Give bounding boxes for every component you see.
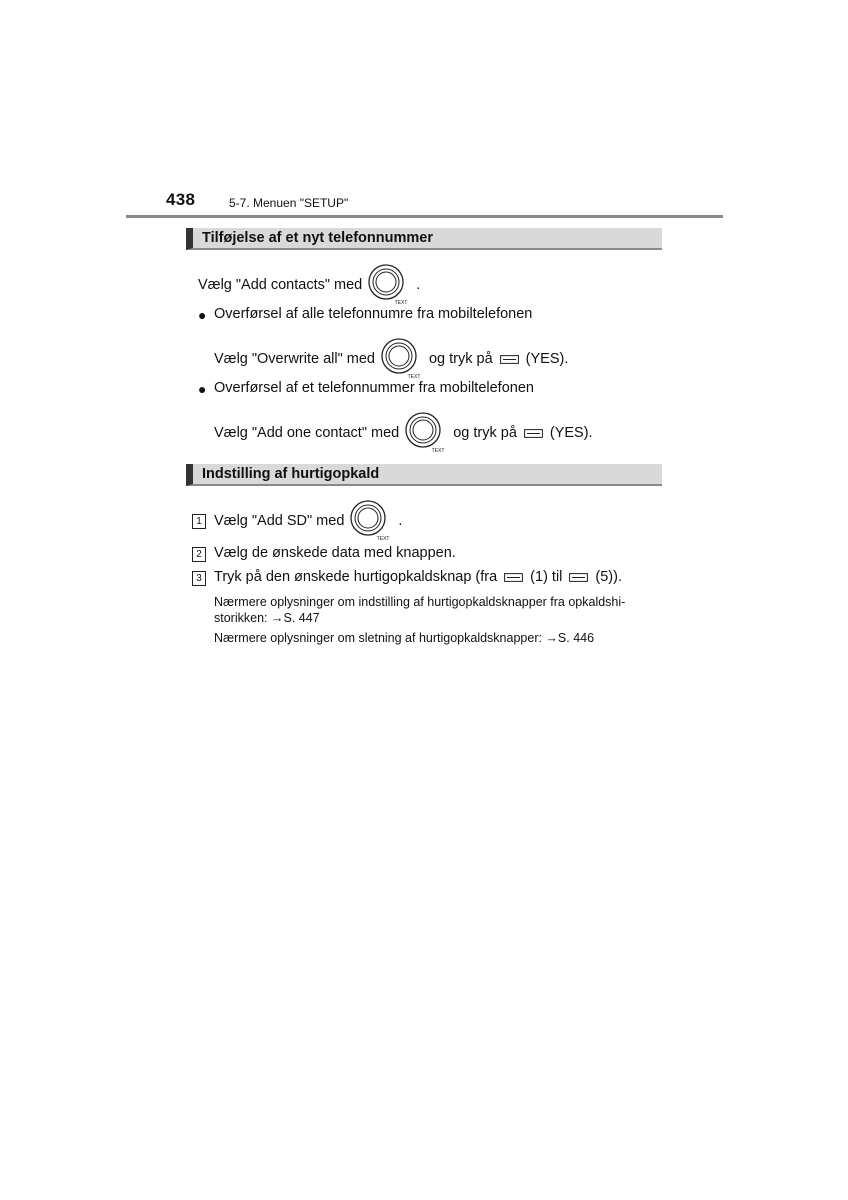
- bullet-icon: ●: [198, 381, 207, 397]
- after-knob-text: og tryk på: [453, 425, 517, 441]
- step-line-add-one: [214, 410, 593, 456]
- intro-end: .: [416, 277, 421, 293]
- header-rule: [126, 215, 723, 218]
- screen-button-icon: [500, 355, 519, 364]
- rotary-knob-icon: [379, 336, 425, 382]
- rotary-knob-icon: [348, 498, 394, 544]
- rotary-knob-icon: [403, 410, 449, 456]
- after-knob-text: og tryk på: [428, 351, 493, 367]
- step-3-line: [214, 569, 622, 585]
- section-title: Tilføjelse af et nyt telefonnummer: [202, 230, 433, 246]
- step-1-line: [214, 498, 402, 544]
- step-1-end: .: [398, 513, 403, 529]
- step-number-3: 3: [192, 571, 206, 586]
- screen-button-icon: [504, 573, 523, 582]
- screen-button-icon: [524, 429, 543, 438]
- knob-label: TEXT: [394, 300, 408, 306]
- section-title: Indstilling af hurtigopkald: [202, 466, 380, 482]
- step-3-middle: (1) til: [530, 569, 563, 585]
- section-heading-speed-dial: [186, 464, 662, 486]
- running-head: 5-7. Menuen "SETUP": [229, 196, 349, 210]
- intro-line: [198, 262, 420, 308]
- step-3-text: Tryk på den ønskede hurtigopkaldsknap (fra: [214, 569, 498, 585]
- bullet-text-2: Overførsel af et telefonnummer fra mobiltelefonen: [214, 380, 534, 396]
- step-text: Vælg "Overwrite all" med: [214, 351, 375, 367]
- knob-label: TEXT: [377, 536, 390, 542]
- note-line-3: Nærmere oplysninger om sletning af hurtigopkaldsknapper: →S. 446: [214, 631, 595, 645]
- step-3-end: (5)).: [595, 569, 622, 585]
- note-line-2: storikken: →S. 447: [214, 611, 320, 625]
- step-number-1: 1: [192, 514, 206, 529]
- intro-text: Vælg "Add contacts" med: [198, 277, 363, 293]
- knob-label: TEXT: [431, 448, 445, 454]
- bullet-icon: ●: [198, 307, 207, 323]
- knob-label: TEXT: [407, 374, 421, 380]
- page-number: 438: [166, 190, 196, 209]
- screen-button-icon: [569, 573, 588, 582]
- after-button-text: (YES).: [549, 425, 593, 441]
- step-number-2: 2: [192, 547, 206, 562]
- step-1-text: Vælg "Add SD" med: [214, 513, 345, 529]
- step-2-text: Vælg de ønskede data med knappen.: [214, 545, 456, 561]
- after-button-text: (YES).: [525, 351, 569, 367]
- step-text: Vælg "Add one contact" med: [214, 425, 400, 441]
- section-heading-add-number: [186, 228, 662, 250]
- bullet-text-1: Overførsel af alle telefonnumre fra mobiltelefonen: [214, 306, 533, 322]
- step-line-overwrite: [214, 336, 568, 382]
- note-line-1: Nærmere oplysninger om indstilling af hurtigopkaldsknapper fra opkaldshi-: [214, 595, 626, 609]
- rotary-knob-icon: [366, 262, 412, 308]
